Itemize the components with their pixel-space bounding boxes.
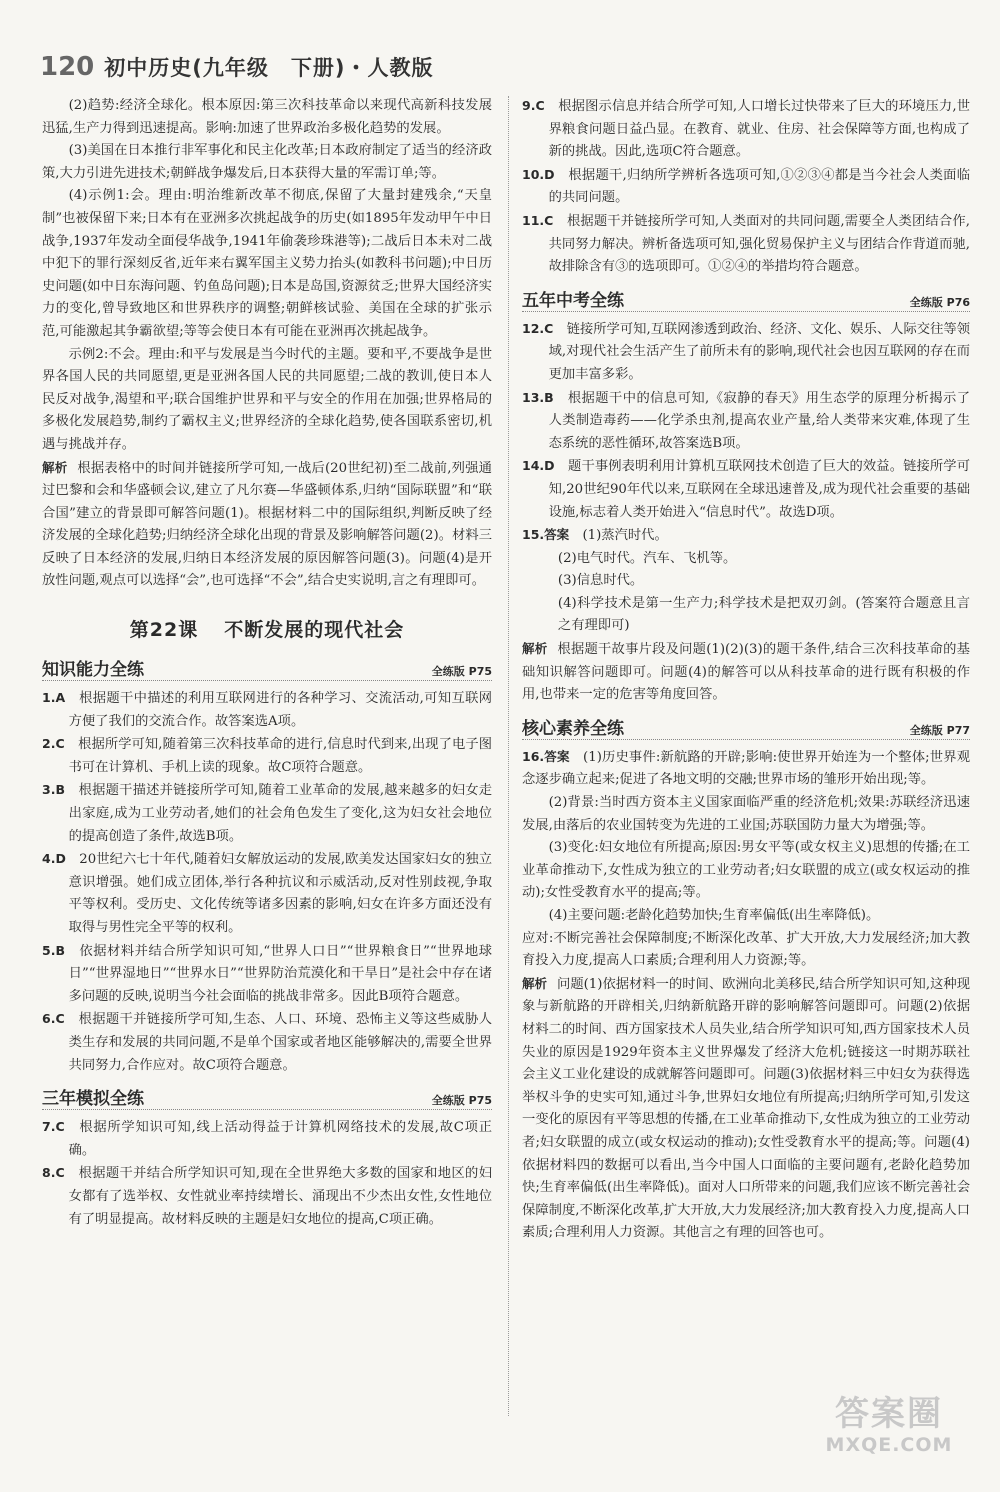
analysis-text: 根据表格中的时间并链接所学可知,一战后(20世纪初)至二战前,列强通过巴黎和会和华盛顿会议,建立了凡尔赛—华盛顿体系,归纳“国际联盟”和“联合国”建立的背景即可解答问题(1)。根据材料二中的国际组织,判断反映了经济发展的全球化趋势;归纳经济全球化出现的背景及影响解答问题(2)。材料三反映了日本经济的发展,归纳日本经济发展的原因解答问题(3)。问题(4)是开放性问题,观点可以选择“会”,也可选择“不会”,结合史实说明,言之有理即可。 bbox=[42, 460, 492, 589]
section-title: 知识能力全练 bbox=[42, 660, 144, 681]
section-title: 五年中考全练 bbox=[522, 290, 624, 311]
lesson-title bbox=[42, 615, 492, 642]
watermark-url: MXQE.COM bbox=[825, 1434, 953, 1456]
analysis-paragraph: 解析 根据题干故事片段及问题(1)(2)(3)的题干条件,结合三次科技革命的基础知识解答问题即可。问题(4)的解答可以从科技革命的进行既有积极的作用,也带来一定的危害等角度回答。 bbox=[522, 641, 970, 703]
lesson-number: 第22课 bbox=[129, 619, 199, 642]
page-number: 120 bbox=[40, 52, 95, 82]
analysis-paragraph bbox=[42, 457, 492, 594]
section-title: 三年模拟全练 bbox=[42, 1089, 144, 1110]
section-header-mock bbox=[42, 1085, 492, 1110]
page-header bbox=[40, 50, 433, 84]
section-header-core bbox=[522, 715, 970, 740]
answer-item: 9.C 根据图示信息并结合所学可知,人口增长过快带来了巨大的环境压力,世界粮食问题日益凸显。在教育、就业、住房、社会保障等方面,也构成了新的挑战。因此,选项C符合题意。 bbox=[522, 98, 971, 160]
book-title: 初中历史(九年级 下册)・人教版 bbox=[104, 56, 434, 80]
left-column bbox=[42, 95, 492, 1231]
section-header-knowledge bbox=[42, 656, 492, 681]
answer-item: 1.A 根据题干中描述的利用互联网进行的各种学习、交流活动,可知互联网方便了我们的交流合作。故答案选A项。 bbox=[42, 690, 492, 729]
answer-item: 11.C 根据题干并链接所学可知,人类面对的共同问题,需要全人类团结合作,共同努力解决。辨析备选项可知,强化贸易保护主义与团结合作背道而驰,故排除含有③的选项即可。①②④的举措均符合题意。 bbox=[522, 212, 970, 275]
answer-subline: (2)电气时代。汽车、飞机等。 bbox=[557, 550, 737, 566]
answer-item: 4.D 20世纪六七十年代,随着妇女解放运动的发展,欧美发达国家妇女的独立意识增强。她们成立团体,举行各种抗议和示威活动,反对性别歧视,争取平等权利。受历史、文化传统等诸多因素的影响,妇女在许多方面还没有取得与男性完全平等的权利。 bbox=[42, 851, 493, 935]
answer-item-15: 15.答案 (1)蒸汽时代。 bbox=[522, 527, 668, 544]
lesson-name: 不断发展的现代社会 bbox=[224, 619, 405, 642]
answer-item: 13.B 根据题干中的信息可知,《寂静的春天》用生态学的原理分析揭示了人类制造毒药——化学杀虫剂,提高农业产量,给人类带来灾难,体现了生态系统的恶性循环,故答案选B项。 bbox=[522, 389, 970, 451]
answer-paragraph: (4)主要问题:老龄化趋势加快;生育率偏低(出生率降低)。 bbox=[548, 908, 880, 923]
answer-subline: (4)科学技术是第一生产力;科学技术是把双刃剑。(答案符合题意且言之有理即可) bbox=[557, 595, 970, 634]
answer-item: 5.B 依据材料并结合所学知识可知,“世界人口日”“世界粮食日”“世界地球日”“世界湿地日”“世界水日”“世界防治荒漠化和干旱日”是社会中存在诸多问题的反映,说明当今社会面临的挑战非常多。因此B项符合题意。 bbox=[42, 942, 493, 1004]
watermark-logo bbox=[814, 1394, 964, 1464]
answer-item: 2.C 根据所学可知,随着第三次科技革命的进行,信息时代到来,出现了电子图书可在计算机、手机上读的现象。故C项符合题意。 bbox=[42, 736, 493, 775]
analysis-paragraph: 解析 问题(1)依据材料一的时间、欧洲向北美移民,结合所学知识可知,这种现象与新航路的开辟相关,归纳新航路开辟的影响解答问题即可。问题(2)依据材料二的时间、西方国家技术人员失业,结合所学知识可知,西方国家技术人员失业的原因是1929年资本主义世界爆发了经济大危机;链接这一时期苏联社会主义工业化建设的成就解答问题即可。问题(3)依据材料三中妇女为获得选举权斗争的史实可知,通过斗争,世界妇女地位有所提高;归纳所学可知,引发这一变化的原因有平等思想的传播,在工业革命推动下,女性成为独立的工业劳动者;妇女联盟的成立(或女权运动的推动);女性受教育水平的提高;等。问题(4)依据材料四的数据可以看出,当今中国人口面临的主要问题有,老龄化趋势加快;生育率偏低(出生率降低)。面对人口所带来的问题,我们应该不断完善社会保障制度,不断深化改革,扩大开放,大力发展经济;加大教育投入力度,提高人口素质;合理利用人力资源。其他言之有理的回答也可。 bbox=[522, 975, 970, 1241]
section-page-ref: 全练版 P75 bbox=[431, 665, 492, 679]
right-column bbox=[522, 95, 970, 1245]
answer-paragraph: 应对:不断完善社会保障制度;不断深化改革、扩大开放,大力发展经济;加大教育投入力度,提高人口素质;合理利用人力资源;等。 bbox=[522, 930, 970, 969]
answer-item-16: 16.答案 (1)历史事件:新航路的开辟;影响:使世界开始连为一个整体;世界观念逐步确立起来;促进了各地文明的交融;世界市场的雏形开始出现;等。 bbox=[522, 748, 970, 788]
section-title: 核心素养全练 bbox=[522, 718, 624, 739]
answer-paragraph: (2)趋势:经济全球化。根本原因:第三次科技革命以来现代高新科技发展迅猛,生产力得到迅速提高。影响:加速了世界政治多极化趋势的发展。 bbox=[42, 98, 492, 136]
analysis-label: 解析 bbox=[42, 459, 68, 475]
answer-item: 3.B 根据题干描述并链接所学可知,随着工业革命的发展,越来越多的妇女走出家庭,成为工业劳动者,她们的社会角色发生了变化,这为妇女社会地位的提高创造了条件,故选B项。 bbox=[42, 782, 493, 844]
answer-paragraph: (3)变化:妇女地位有所提高;原因:男女平等(或女权主义)思想的传播;在工业革命推动下,女性成为独立的工业劳动者;妇女联盟的成立(或女权运动的推动);女性受教育水平的提高;等。 bbox=[522, 840, 970, 901]
answer-subline: (3)信息时代。 bbox=[557, 573, 644, 589]
answer-paragraph: (3)美国在日本推行非军事化和民主化改革;日本政府制定了适当的经济政策,大力引进先进技术;朝鲜战争爆发后,日本获得大量的军需订单;等。 bbox=[42, 143, 492, 181]
column-divider bbox=[508, 96, 509, 1416]
answer-item: 7.C 根据所学知识可知,线上活动得益于计算机网络技术的发展,故C项正确。 bbox=[42, 1119, 492, 1158]
watermark-text: 答案圈 bbox=[835, 1394, 943, 1434]
answer-paragraph: (4)示例1:会。理由:明治维新改革不彻底,保留了大量封建残余,“天皇制”也被保留下来;日本有在亚洲多次挑起战争的历史(如1895年发动甲午中日战争,1937年发动全面侵华战争,1941年偷袭珍珠港等);二战后日本未对二战中犯下的罪行深刻反省,近年来右翼军国主义势力抬头(如教科书问题);中日历史问题(如中日东海问题、钓鱼岛问题);日本是岛国,资源贫乏;世界大国经济实力的变化,曾导致地区和世界秩序的调整;朝鲜核试验、美国在全球的扩张示范,可能激起其争霸欲望;等等会使日本有可能在亚洲再次挑起战争。 bbox=[42, 188, 492, 339]
section-page-ref: 全练版 P77 bbox=[909, 723, 970, 737]
section-page-ref: 全练版 P75 bbox=[431, 1094, 492, 1108]
answer-item: 6.C 根据题干并链接所学可知,生态、人口、环境、恐怖主义等这些威胁人类生存和发展的共同问题,不是单个国家或者地区能够解决的,需要全世界共同努力,合作应对。故C项符合题意。 bbox=[42, 1011, 492, 1073]
answer-paragraph: (2)背景:当时西方资本主义国家面临严重的经济危机;效果:苏联经济迅速发展,由落后的农业国转变为先进的工业国;苏联国防力量大为增强;等。 bbox=[522, 795, 970, 833]
section-header-exam bbox=[522, 287, 970, 312]
answer-item: 14.D 题干事例表明利用计算机互联网技术创造了巨大的效益。链接所学可知,20世纪90年代以来,互联网在全球迅速普及,成为现代社会重要的基础设施,标志着人类开始进入“信息时代”。故选D项。 bbox=[522, 458, 971, 520]
answer-item: 12.C 链接所学可知,互联网渗透到政治、经济、文化、娱乐、人际交往等领域,对现代社会生活产生了前所未有的影响,现代社会也因互联网的存在而更加丰富多彩。 bbox=[522, 320, 970, 382]
section-page-ref: 全练版 P76 bbox=[909, 295, 970, 309]
answer-paragraph: 示例2:不会。理由:和平与发展是当今时代的主题。要和平,不要战争是世界各国人民的共同愿望,更是亚洲各国人民的共同愿望;二战的教训,使日本人民反对战争,渴望和平;联合国维护世界和平与安全的作用在加强;世界格局的多极化发展趋势,制约了霸权主义;世界经济的全球化趋势,使各国联系密切,机遇与挑战并存。 bbox=[42, 346, 492, 452]
answer-item: 10.D 根据题干,归纳所学辨析各选项可知,①②③④都是当今社会人类面临的共同问题。 bbox=[522, 166, 971, 206]
answer-item: 8.C 根据题干并结合所学知识可知,现在全世界绝大多数的国家和地区的妇女都有了选举权、女性就业率持续增长、涌现出不少杰出女性,女性地位有了明显提高。故材料反映的主题是妇女地位的提高,C项正确。 bbox=[42, 1165, 492, 1227]
